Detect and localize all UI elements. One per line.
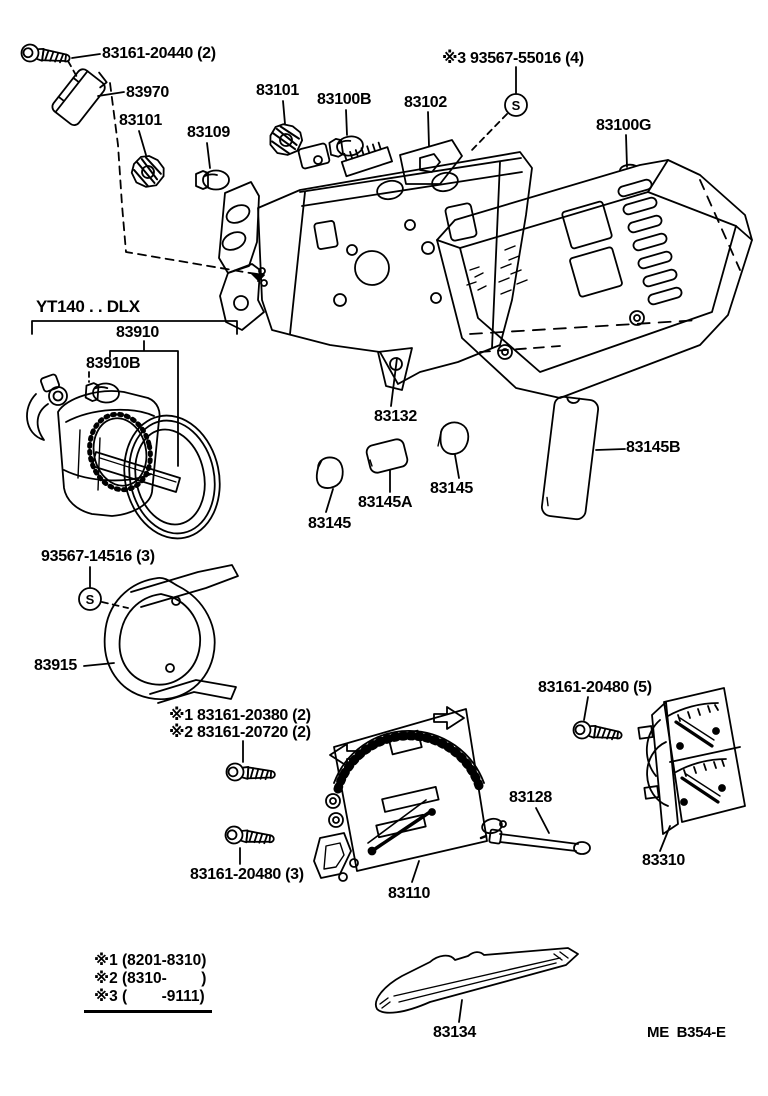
bulb-83100b-drawing: [329, 110, 364, 158]
bulb-83109-drawing: [196, 143, 229, 190]
label-83915: 83915: [34, 657, 77, 674]
applicability-legend: [84, 952, 212, 1013]
label-83970: 83970: [126, 84, 169, 101]
label-83145-left: 83145: [308, 515, 351, 532]
socket-83101-b-drawing: [268, 101, 303, 157]
screw-83161-20480-5-drawing: [572, 697, 622, 744]
screw-83161-20480-3-drawing: [225, 826, 275, 864]
legend-line-1: ※1 (8201-8310): [94, 952, 207, 969]
label-83161-20380: ※1 83161-20380 (2): [169, 707, 311, 724]
cluster-housing-83132-drawing: [219, 140, 532, 406]
socket-83101-a-drawing: [130, 131, 166, 189]
leader-83100g: [626, 135, 627, 167]
cushion-83145-right-drawing: [438, 422, 468, 478]
drawing-code: ME B354-E: [647, 1024, 726, 1041]
screw-83161-20380-drawing: [226, 741, 276, 783]
label-83100b: 83100B: [317, 91, 372, 108]
label-model-variant: YT140 . . DLX: [36, 297, 140, 316]
label-83910: 83910: [116, 324, 159, 341]
tachometer-83910-drawing: [27, 372, 231, 547]
bracket-83915-drawing: [84, 565, 238, 703]
label-83132: 83132: [374, 408, 417, 425]
legend-line-3: ※3 ( -9111): [94, 988, 205, 1005]
label-83100g: 83100G: [596, 117, 652, 134]
label-83310: 83310: [642, 852, 685, 869]
screw-83161-20440-drawing: [20, 43, 70, 67]
lens-83134-drawing: [376, 948, 578, 1022]
label-83145a: 83145A: [358, 494, 413, 511]
label-83161-20440: 83161-20440 (2): [102, 45, 216, 62]
label-83109: 83109: [187, 124, 230, 141]
s-symbol-mid: S: [85, 592, 95, 607]
cable-83128-drawing: [481, 808, 590, 854]
label-83145-right: 83145: [430, 480, 473, 497]
label-83910b: 83910B: [86, 355, 141, 372]
label-83102: 83102: [404, 94, 447, 111]
label-83101-b: 83101: [256, 82, 299, 99]
speedometer-83110-drawing: [314, 707, 506, 882]
cushion-83145b-drawing: [541, 396, 625, 520]
gauge-83310-drawing: [638, 688, 745, 851]
label-83161-20480-3: 83161-20480 (3): [190, 866, 304, 883]
cushion-83145-left-drawing: [317, 457, 343, 512]
label-83161-20480-5: 83161-20480 (5): [538, 679, 652, 696]
label-93567-55016: ※3 93567-55016 (4): [442, 50, 584, 67]
label-83161-20720: ※2 83161-20720 (2): [169, 724, 311, 741]
label-83101-a: 83101: [119, 112, 162, 129]
label-83134: 83134: [433, 1024, 476, 1041]
label-83110: 83110: [388, 885, 431, 902]
leader-83161-20440: [72, 54, 100, 58]
label-83145b: 83145B: [626, 439, 681, 456]
label-93567-14516: 93567-14516 (3): [41, 548, 155, 565]
rear-cover-83100g-drawing: [437, 160, 752, 398]
legend-line-2: ※2 (8310- ): [94, 970, 207, 987]
cushion-83145a-drawing: [365, 438, 409, 492]
s-symbol-top: S: [511, 98, 521, 113]
label-83128: 83128: [509, 789, 552, 806]
